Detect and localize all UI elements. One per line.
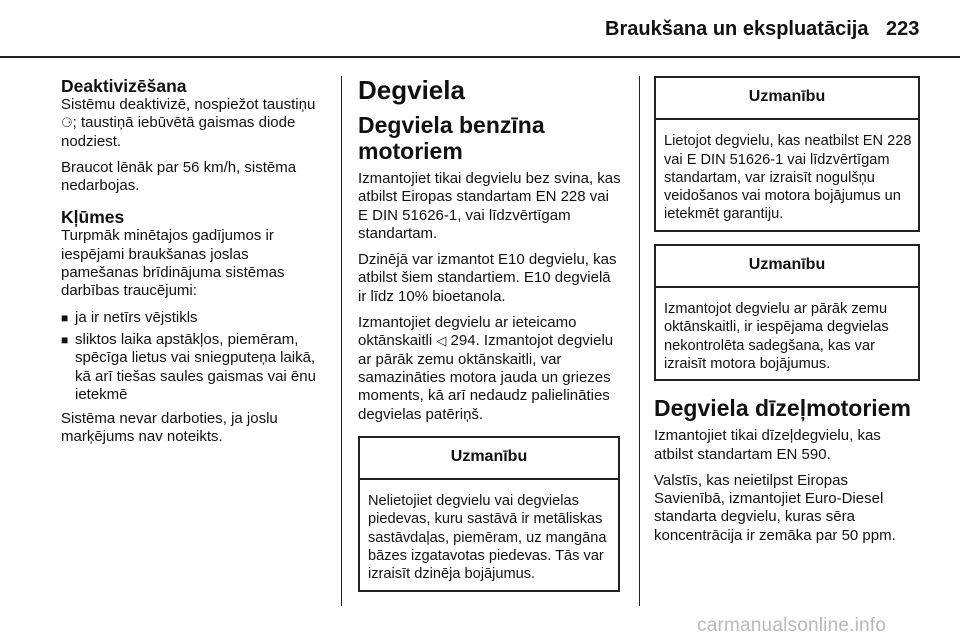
caution-text: Izmantojot degvielu ar pārāk zemu oktānskaitli, ir iespējama degvielas nekontrolēta sadegšana, kas var izraisīt motora bojājumus.	[664, 301, 889, 372]
caution-box	[358, 436, 620, 592]
text: Izmantojiet degvielu ar ieteicamo oktānskaitli	[358, 314, 577, 350]
page-number: 223	[886, 18, 920, 40]
paragraph	[358, 314, 623, 424]
text: Sistēmu deaktivizē, nospiežot taustiņu	[61, 96, 316, 113]
lane-departure-icon: ⚆	[61, 115, 73, 131]
text: ; taustiņā iebūvētā gaismas diode nodziest.	[61, 114, 296, 150]
watermark: carmanualsonline.info	[697, 615, 887, 636]
caution-heading: Uzmanību	[656, 78, 918, 120]
page-reference-icon: ◁	[436, 333, 447, 349]
column-divider	[639, 76, 640, 606]
caution-text: Nelietojiet degvielu vai degvielas piedevas, kuru sastāvā ir metāliskas sastāvdaļas, piemēram, uz mangāna bāzes izgatavotas piedevas. Tās var izraisīt dzinēja bojājumus.	[368, 493, 607, 583]
paragraph: Izmantojiet tikai dīzeļdegvielu, kas atbilst standartam EN 590.	[654, 427, 881, 463]
column-right	[654, 76, 920, 553]
section-heading-deactivate: Deaktivizēšana	[61, 76, 187, 96]
caution-box	[654, 76, 920, 232]
caution-heading: Uzmanību	[656, 246, 918, 288]
list-item	[61, 331, 326, 404]
column-left	[61, 76, 326, 455]
paragraph: Braucot lēnāk par 56 km/h, sistēma nedarbojas.	[61, 158, 297, 195]
header-rule	[0, 56, 960, 58]
caution-text: Lietojot degvielu, kas neatbilst EN 228 vai E DIN 51626-1 vai līdzvērtīgam standartam, var izraisīt nogulšņu veidošanos vai motora bojājumus un ietekmēt garantiju.	[664, 133, 912, 223]
paragraph: Izmantojiet tikai degvielu bez svina, kas atbilst Eiropas standartam EN 228 vai E DIN 51626-1, vai līdzvērtīgam standartam.	[358, 170, 621, 242]
bullet-list	[61, 309, 326, 404]
paragraph: Sistēma nevar darboties, ja joslu marķējums nav noteikts.	[61, 410, 278, 446]
column-middle	[358, 76, 623, 592]
bullet-icon: ■	[61, 332, 69, 347]
section-title-diesel: Degviela dīzeļmotoriem	[654, 395, 911, 422]
section-subtitle-petrol: Degviela benzīna motoriem	[358, 112, 545, 164]
text: 294. Izmantojot degvielu ar pārāk zemu oktānskaitli, var samazināties motora jauda un griezes moments, kā arī nedaudz palielināties degvielas patēriņš.	[358, 332, 614, 423]
list-item-text: ja ir netīrs vējstikls	[75, 308, 198, 326]
paragraph: Turpmāk minētajos gadījumos ir iespējami braukšanas joslas pamešanas brīdinājuma sistēmas darbības traucējumi:	[61, 227, 285, 300]
paragraph: Valstīs, kas neietilpst Eiropas Savienībā, izmantojiet Euro-Diesel standarta degvielu, kuras sēra koncentrācija ir zemāka par 50 ppm.	[654, 471, 896, 544]
paragraph: Dzinējā var izmantot E10 degvielu, kas atbilst šiem standartiem. E10 degvielā ir līdz 10% bioetanola.	[358, 251, 617, 305]
list-item	[61, 309, 326, 327]
list-item-text: sliktos laika apstākļos, piemēram, spēcīga lietus vai sniegputeņa laikā, kā arī tiešas saules gaismas vai ēnu ietekmē	[75, 330, 316, 403]
section-faults	[61, 207, 326, 446]
section-heading-faults: Kļūmes	[61, 207, 125, 228]
running-header-title: Braukšana un ekspluatācija	[605, 18, 869, 40]
paragraph	[61, 96, 326, 151]
column-divider	[341, 76, 342, 606]
caution-box	[654, 244, 920, 381]
bullet-icon: ■	[61, 310, 69, 325]
section-title-fuel: Degviela	[358, 75, 465, 105]
caution-heading: Uzmanību	[360, 438, 618, 480]
